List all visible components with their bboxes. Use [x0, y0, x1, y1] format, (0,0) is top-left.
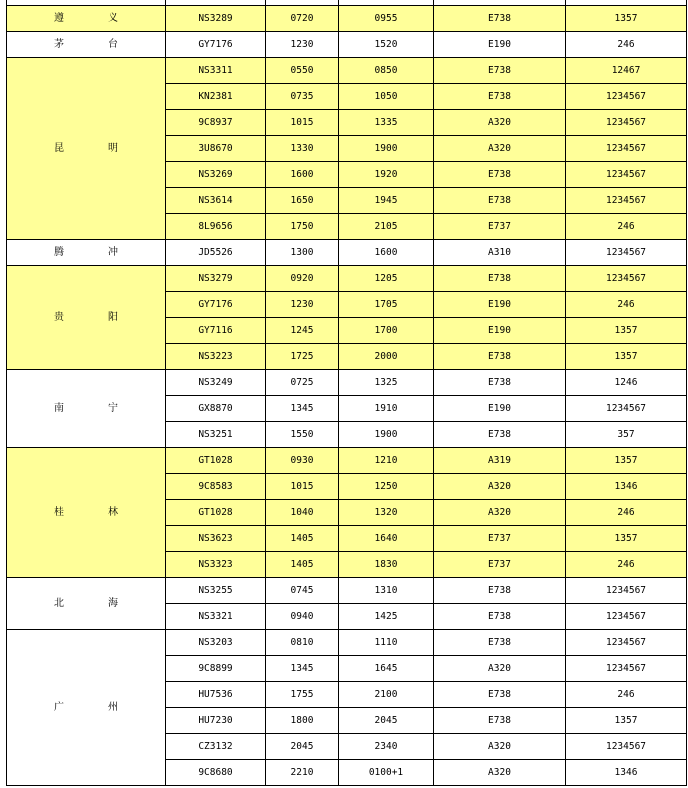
destination-city-cell	[7, 32, 166, 58]
departure-time-cell: 1230	[266, 32, 339, 58]
city-name-char-1: 广	[54, 701, 64, 713]
departure-time-cell: 1755	[266, 682, 339, 708]
departure-time-cell: 1750	[266, 214, 339, 240]
operating-days-cell: 246	[566, 682, 687, 708]
flight-number-cell: NS3269	[166, 162, 266, 188]
aircraft-type-cell: E738	[434, 162, 566, 188]
operating-days-cell: 1234567	[566, 240, 687, 266]
destination-city-cell	[7, 448, 166, 578]
arrival-time-cell: 1325	[339, 370, 434, 396]
city-name-char-1: 昆	[54, 142, 64, 154]
aircraft-type-cell: E190	[434, 32, 566, 58]
table-row	[7, 578, 687, 604]
destination-city-cell	[7, 240, 166, 266]
aircraft-type-cell: E190	[434, 396, 566, 422]
table-row	[7, 370, 687, 396]
arrival-time-cell: 1700	[339, 318, 434, 344]
arrival-time-cell: 1320	[339, 500, 434, 526]
aircraft-type-cell: A320	[434, 110, 566, 136]
arrival-time-cell: 2100	[339, 682, 434, 708]
departure-time-cell: 1405	[266, 552, 339, 578]
departure-time-cell: 1650	[266, 188, 339, 214]
flight-number-cell: HU7536	[166, 682, 266, 708]
aircraft-type-cell: E738	[434, 578, 566, 604]
table-row	[7, 32, 687, 58]
arrival-time-cell: 1705	[339, 292, 434, 318]
table-row	[7, 240, 687, 266]
departure-time-cell: 1230	[266, 292, 339, 318]
destination-city-cell	[7, 370, 166, 448]
aircraft-type-cell: E738	[434, 58, 566, 84]
city-name-char-1: 茅	[54, 38, 64, 50]
city-name-char-1: 遵	[54, 12, 64, 24]
arrival-time-cell: 1050	[339, 84, 434, 110]
city-name-char-2: 阳	[108, 311, 118, 323]
operating-days-cell: 1357	[566, 344, 687, 370]
aircraft-type-cell: E738	[434, 266, 566, 292]
departure-time-cell: 1345	[266, 396, 339, 422]
operating-days-cell: 1234567	[566, 734, 687, 760]
flight-number-cell: NS3279	[166, 266, 266, 292]
arrival-time-cell: 1920	[339, 162, 434, 188]
city-name-char-2: 明	[108, 142, 118, 154]
departure-time-cell: 1725	[266, 344, 339, 370]
operating-days-cell: 246	[566, 32, 687, 58]
aircraft-type-cell: E190	[434, 292, 566, 318]
aircraft-type-cell: A320	[434, 656, 566, 682]
departure-time-cell: 1330	[266, 136, 339, 162]
departure-time-cell: 0940	[266, 604, 339, 630]
arrival-time-cell: 1645	[339, 656, 434, 682]
city-name-char-2: 冲	[108, 246, 118, 258]
arrival-time-cell: 1110	[339, 630, 434, 656]
arrival-time-cell: 1900	[339, 136, 434, 162]
aircraft-type-cell: E738	[434, 188, 566, 214]
arrival-time-cell: 1520	[339, 32, 434, 58]
operating-days-cell: 1357	[566, 448, 687, 474]
aircraft-type-cell: A320	[434, 500, 566, 526]
flight-schedule-table	[6, 5, 687, 786]
operating-days-cell: 1234567	[566, 604, 687, 630]
operating-days-cell: 1234567	[566, 188, 687, 214]
city-name-char-2: 林	[108, 506, 118, 518]
departure-time-cell: 0930	[266, 448, 339, 474]
arrival-time-cell: 0955	[339, 6, 434, 32]
aircraft-type-cell: A320	[434, 760, 566, 786]
operating-days-cell: 1346	[566, 474, 687, 500]
operating-days-cell: 1234567	[566, 578, 687, 604]
departure-time-cell: 1015	[266, 474, 339, 500]
aircraft-type-cell: E738	[434, 344, 566, 370]
operating-days-cell: 1357	[566, 708, 687, 734]
operating-days-cell: 1357	[566, 526, 687, 552]
flight-number-cell: NS3323	[166, 552, 266, 578]
table-row	[7, 6, 687, 32]
city-name-char-2: 台	[108, 38, 118, 50]
table-row	[7, 266, 687, 292]
arrival-time-cell: 1900	[339, 422, 434, 448]
departure-time-cell: 1040	[266, 500, 339, 526]
operating-days-cell: 1234567	[566, 396, 687, 422]
city-name-char-2: 州	[108, 701, 118, 713]
flight-number-cell: NS3289	[166, 6, 266, 32]
arrival-time-cell: 1945	[339, 188, 434, 214]
city-name-char-1: 腾	[54, 246, 64, 258]
aircraft-type-cell: E738	[434, 84, 566, 110]
city-name-char-2: 义	[108, 12, 118, 24]
arrival-time-cell: 1830	[339, 552, 434, 578]
flight-number-cell: CZ3132	[166, 734, 266, 760]
departure-time-cell: 1245	[266, 318, 339, 344]
arrival-time-cell: 0100+1	[339, 760, 434, 786]
operating-days-cell: 1234567	[566, 84, 687, 110]
operating-days-cell: 1234567	[566, 162, 687, 188]
departure-time-cell: 2045	[266, 734, 339, 760]
aircraft-type-cell: E737	[434, 552, 566, 578]
flight-number-cell: GY7176	[166, 32, 266, 58]
city-name-char-1: 北	[54, 597, 64, 609]
operating-days-cell: 1234567	[566, 656, 687, 682]
flight-number-cell: GY7176	[166, 292, 266, 318]
arrival-time-cell: 1205	[339, 266, 434, 292]
city-name-char-2: 宁	[108, 402, 118, 414]
departure-time-cell: 0810	[266, 630, 339, 656]
flight-number-cell: NS3249	[166, 370, 266, 396]
city-name-char-1: 南	[54, 402, 64, 414]
departure-time-cell: 0720	[266, 6, 339, 32]
departure-time-cell: 0550	[266, 58, 339, 84]
flight-number-cell: JD5526	[166, 240, 266, 266]
operating-days-cell: 246	[566, 214, 687, 240]
departure-time-cell: 1550	[266, 422, 339, 448]
destination-city-cell	[7, 630, 166, 786]
arrival-time-cell: 1250	[339, 474, 434, 500]
flight-number-cell: GX8870	[166, 396, 266, 422]
operating-days-cell: 246	[566, 292, 687, 318]
flight-number-cell: NS3614	[166, 188, 266, 214]
flight-number-cell: NS3251	[166, 422, 266, 448]
operating-days-cell: 1234567	[566, 630, 687, 656]
operating-days-cell: 246	[566, 552, 687, 578]
flight-number-cell: 9C8583	[166, 474, 266, 500]
flight-number-cell: GT1028	[166, 500, 266, 526]
aircraft-type-cell: E738	[434, 422, 566, 448]
departure-time-cell: 1600	[266, 162, 339, 188]
operating-days-cell: 1357	[566, 6, 687, 32]
departure-time-cell: 2210	[266, 760, 339, 786]
flight-number-cell: GY7116	[166, 318, 266, 344]
flight-number-cell: 8L9656	[166, 214, 266, 240]
flight-number-cell: GT1028	[166, 448, 266, 474]
aircraft-type-cell: E738	[434, 6, 566, 32]
flight-number-cell: 3U8670	[166, 136, 266, 162]
table-row	[7, 448, 687, 474]
aircraft-type-cell: A320	[434, 734, 566, 760]
departure-time-cell: 1405	[266, 526, 339, 552]
operating-days-cell: 12467	[566, 58, 687, 84]
operating-days-cell: 1357	[566, 318, 687, 344]
aircraft-type-cell: E738	[434, 708, 566, 734]
aircraft-type-cell: A319	[434, 448, 566, 474]
departure-time-cell: 0745	[266, 578, 339, 604]
arrival-time-cell: 0850	[339, 58, 434, 84]
schedule-body	[7, 6, 687, 786]
arrival-time-cell: 1425	[339, 604, 434, 630]
operating-days-cell: 246	[566, 500, 687, 526]
operating-days-cell: 357	[566, 422, 687, 448]
aircraft-type-cell: E737	[434, 214, 566, 240]
flight-number-cell: NS3223	[166, 344, 266, 370]
arrival-time-cell: 1210	[339, 448, 434, 474]
aircraft-type-cell: E738	[434, 682, 566, 708]
departure-time-cell: 0725	[266, 370, 339, 396]
aircraft-type-cell: A320	[434, 136, 566, 162]
arrival-time-cell: 1640	[339, 526, 434, 552]
city-name-char-1: 贵	[54, 311, 64, 323]
flight-number-cell: NS3203	[166, 630, 266, 656]
arrival-time-cell: 1335	[339, 110, 434, 136]
city-name-char-2: 海	[108, 597, 118, 609]
flight-number-cell: KN2381	[166, 84, 266, 110]
arrival-time-cell: 2340	[339, 734, 434, 760]
destination-city-cell	[7, 266, 166, 370]
aircraft-type-cell: E190	[434, 318, 566, 344]
flight-number-cell: NS3255	[166, 578, 266, 604]
flight-number-cell: NS3321	[166, 604, 266, 630]
operating-days-cell: 1246	[566, 370, 687, 396]
arrival-time-cell: 1600	[339, 240, 434, 266]
destination-city-cell	[7, 578, 166, 630]
arrival-time-cell: 1910	[339, 396, 434, 422]
flight-number-cell: 9C8937	[166, 110, 266, 136]
departure-time-cell: 1345	[266, 656, 339, 682]
aircraft-type-cell: A310	[434, 240, 566, 266]
operating-days-cell: 1346	[566, 760, 687, 786]
table-row	[7, 58, 687, 84]
departure-time-cell: 1800	[266, 708, 339, 734]
departure-time-cell: 0735	[266, 84, 339, 110]
arrival-time-cell: 1310	[339, 578, 434, 604]
flight-number-cell: NS3311	[166, 58, 266, 84]
flight-number-cell: NS3623	[166, 526, 266, 552]
aircraft-type-cell: E738	[434, 370, 566, 396]
departure-time-cell: 0920	[266, 266, 339, 292]
departure-time-cell: 1015	[266, 110, 339, 136]
operating-days-cell: 1234567	[566, 110, 687, 136]
aircraft-type-cell: E737	[434, 526, 566, 552]
arrival-time-cell: 2105	[339, 214, 434, 240]
arrival-time-cell: 2000	[339, 344, 434, 370]
flight-number-cell: HU7230	[166, 708, 266, 734]
flight-number-cell: 9C8899	[166, 656, 266, 682]
operating-days-cell: 1234567	[566, 266, 687, 292]
aircraft-type-cell: A320	[434, 474, 566, 500]
destination-city-cell	[7, 6, 166, 32]
destination-city-cell	[7, 58, 166, 240]
flight-number-cell: 9C8680	[166, 760, 266, 786]
table-row	[7, 630, 687, 656]
aircraft-type-cell: E738	[434, 604, 566, 630]
aircraft-type-cell: E738	[434, 630, 566, 656]
operating-days-cell: 1234567	[566, 136, 687, 162]
departure-time-cell: 1300	[266, 240, 339, 266]
city-name-char-1: 桂	[54, 506, 64, 518]
arrival-time-cell: 2045	[339, 708, 434, 734]
